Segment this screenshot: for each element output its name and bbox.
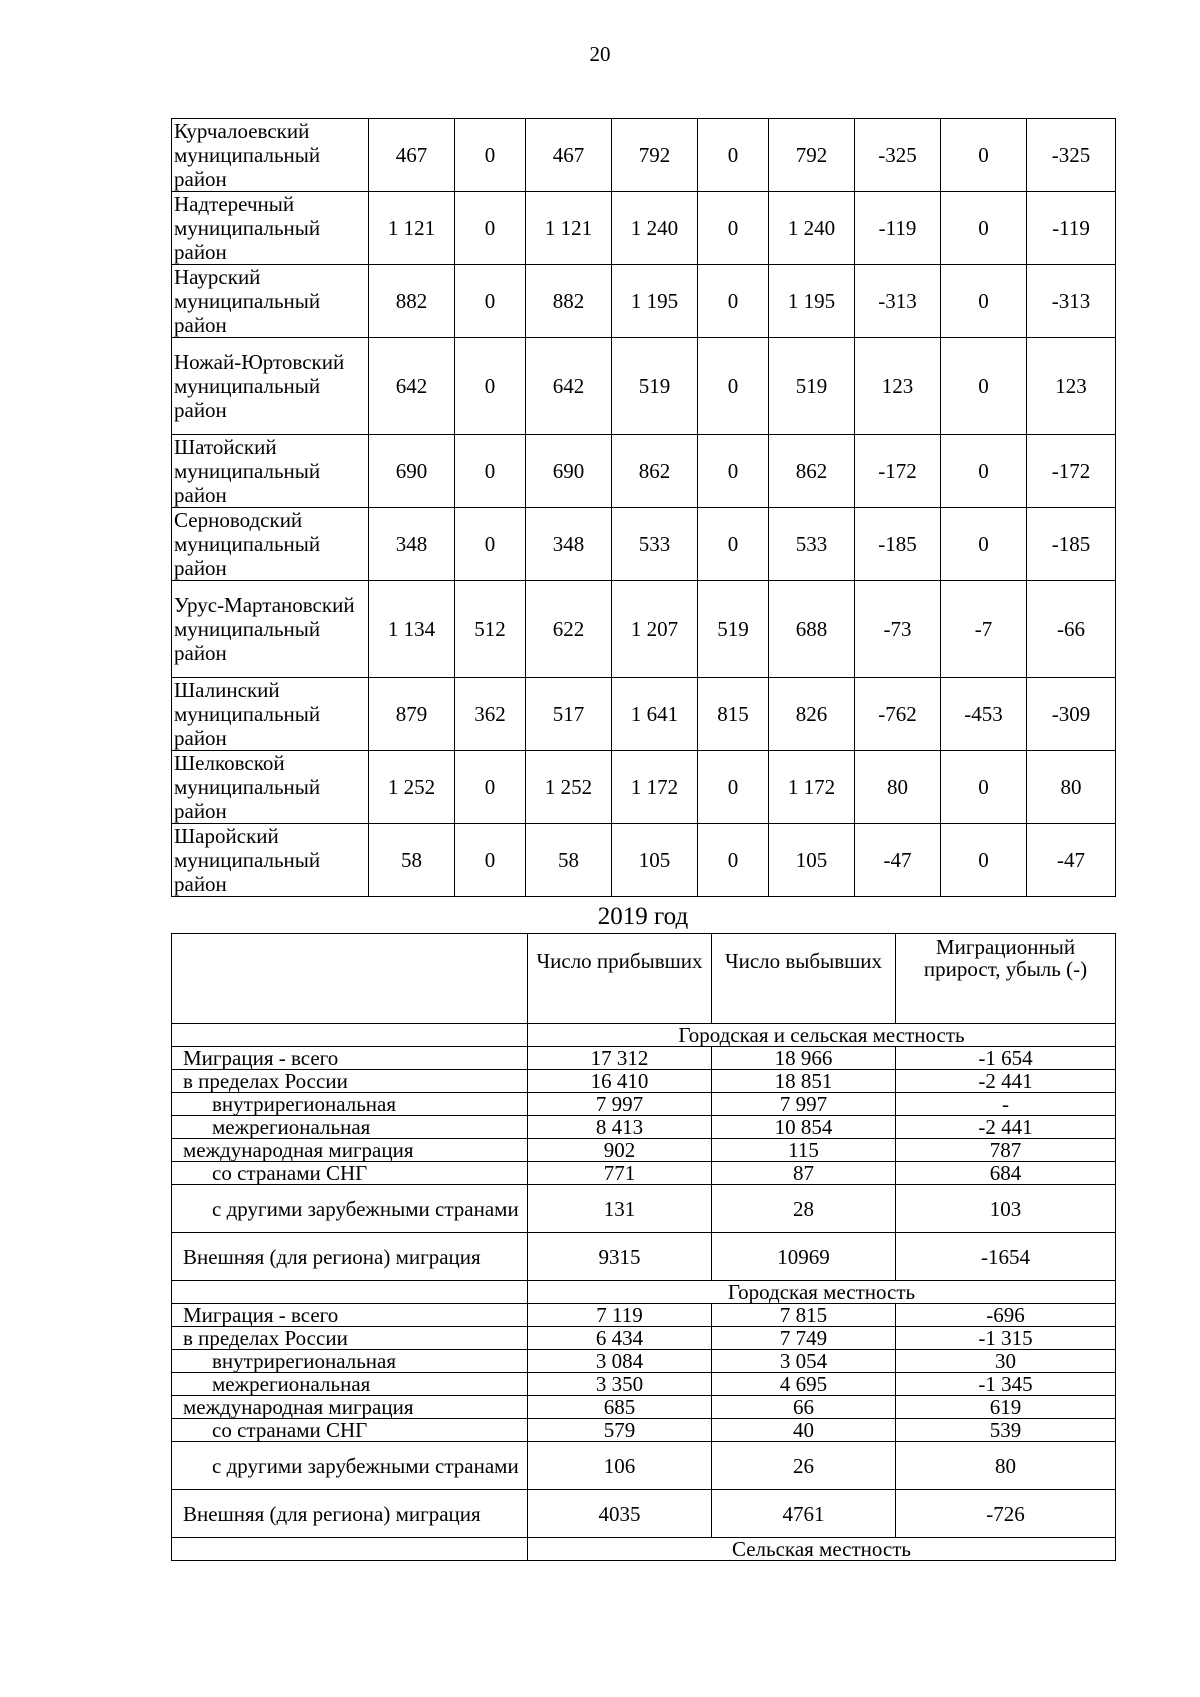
district-value: 0 — [455, 119, 526, 192]
migration-row-value: 26 — [712, 1442, 896, 1490]
district-value: 690 — [526, 435, 612, 508]
migration-row — [172, 1162, 1116, 1185]
migration-row-value: 103 — [896, 1185, 1116, 1233]
district-value: 58 — [369, 824, 455, 897]
section-empty-cell — [172, 1281, 528, 1304]
district-value: -119 — [855, 192, 941, 265]
migration-row-value: 16 410 — [528, 1070, 712, 1093]
migration-row-value: 17 312 — [528, 1047, 712, 1070]
district-value: 533 — [612, 508, 698, 581]
district-value: 622 — [526, 581, 612, 678]
district-value: 348 — [526, 508, 612, 581]
district-value: 105 — [769, 824, 855, 897]
migration-row-label: в пределах России — [172, 1327, 528, 1350]
migration-row-value: 18 851 — [712, 1070, 896, 1093]
district-value: 815 — [698, 678, 769, 751]
migration-row-value: 771 — [528, 1162, 712, 1185]
migration-row-value: 4 695 — [712, 1373, 896, 1396]
district-name: Шатойский муниципальный район — [172, 435, 369, 508]
migration-row-value: 539 — [896, 1419, 1116, 1442]
migration-row — [172, 1093, 1116, 1116]
district-value: 0 — [698, 192, 769, 265]
migration-row-value: 7 997 — [528, 1093, 712, 1116]
migration-row — [172, 1490, 1116, 1538]
migration-row — [172, 1373, 1116, 1396]
section-row — [172, 1538, 1116, 1561]
district-value: 1 121 — [369, 192, 455, 265]
district-value: 123 — [855, 338, 941, 435]
district-value: 0 — [698, 824, 769, 897]
district-name: Наурский муниципальный район — [172, 265, 369, 338]
district-migration-table — [171, 118, 1116, 897]
migration-row-label: внутрирегиональная — [172, 1350, 528, 1373]
migration-row-value: 7 997 — [712, 1093, 896, 1116]
district-value: 519 — [769, 338, 855, 435]
district-value: 0 — [941, 751, 1027, 824]
district-name: Ножай-Юртовский муниципальный район — [172, 338, 369, 435]
section-empty-cell — [172, 1024, 528, 1047]
district-value: 1 134 — [369, 581, 455, 678]
migration-row-label: межрегиональная — [172, 1116, 528, 1139]
header-departures: Число выбывших — [712, 934, 896, 1024]
migration-row-label: межрегиональная — [172, 1373, 528, 1396]
district-value: 1 172 — [612, 751, 698, 824]
district-value: -325 — [1027, 119, 1116, 192]
district-row — [172, 824, 1116, 897]
district-value: 0 — [941, 435, 1027, 508]
district-value: 0 — [698, 435, 769, 508]
district-row — [172, 508, 1116, 581]
district-value: 688 — [769, 581, 855, 678]
district-value: 0 — [941, 192, 1027, 265]
migration-row-value: 80 — [896, 1442, 1116, 1490]
district-value: 0 — [455, 435, 526, 508]
migration-row-label: Миграция - всего — [172, 1047, 528, 1070]
district-value: 0 — [698, 338, 769, 435]
migration-row — [172, 1047, 1116, 1070]
migration-row — [172, 1442, 1116, 1490]
migration-row-value: 10969 — [712, 1233, 896, 1281]
district-value: -185 — [855, 508, 941, 581]
district-value: 0 — [698, 119, 769, 192]
section-row — [172, 1281, 1116, 1304]
migration-row-value: 902 — [528, 1139, 712, 1162]
migration-row-value: -1 315 — [896, 1327, 1116, 1350]
district-value: 519 — [612, 338, 698, 435]
district-value: 690 — [369, 435, 455, 508]
migration-row-label: с другими зарубежными странами — [172, 1185, 528, 1233]
district-value: -185 — [1027, 508, 1116, 581]
district-value: -7 — [941, 581, 1027, 678]
migration-row — [172, 1327, 1116, 1350]
migration-row — [172, 1396, 1116, 1419]
district-row — [172, 678, 1116, 751]
migration-row-label: Внешняя (для региона) миграция — [172, 1490, 528, 1538]
migration-row — [172, 1350, 1116, 1373]
district-value: 0 — [698, 751, 769, 824]
migration-row-value: 115 — [712, 1139, 896, 1162]
district-row — [172, 119, 1116, 192]
migration-row-value: -1 345 — [896, 1373, 1116, 1396]
migration-row-value: 28 — [712, 1185, 896, 1233]
migration-row-value: -726 — [896, 1490, 1116, 1538]
district-row — [172, 581, 1116, 678]
district-value: 0 — [941, 508, 1027, 581]
migration-row-value: 7 119 — [528, 1304, 712, 1327]
section-title: Городская местность — [528, 1281, 1116, 1304]
migration-row — [172, 1185, 1116, 1233]
migration-row-value: 8 413 — [528, 1116, 712, 1139]
section-title: Городская и сельская местность — [528, 1024, 1116, 1047]
district-value: -762 — [855, 678, 941, 751]
migration-row-value: 685 — [528, 1396, 712, 1419]
migration-row-value: 30 — [896, 1350, 1116, 1373]
migration-row — [172, 1419, 1116, 1442]
header-row — [172, 934, 1116, 1024]
district-value: -453 — [941, 678, 1027, 751]
district-value: -73 — [855, 581, 941, 678]
migration-row-label: со странами СНГ — [172, 1419, 528, 1442]
migration-row-value: 3 054 — [712, 1350, 896, 1373]
district-value: 862 — [769, 435, 855, 508]
district-value: -313 — [1027, 265, 1116, 338]
district-row — [172, 751, 1116, 824]
district-value: -47 — [1027, 824, 1116, 897]
district-value: 0 — [941, 119, 1027, 192]
district-value: 348 — [369, 508, 455, 581]
header-empty-cell — [172, 934, 528, 1024]
district-value: 792 — [769, 119, 855, 192]
district-value: 879 — [369, 678, 455, 751]
district-value: 1 172 — [769, 751, 855, 824]
district-value: 642 — [526, 338, 612, 435]
migration-row-value: -696 — [896, 1304, 1116, 1327]
district-name: Урус-Мартановский муниципальный район — [172, 581, 369, 678]
district-value: 0 — [455, 508, 526, 581]
year-title: 2019 год — [597, 903, 689, 930]
district-value: 0 — [941, 265, 1027, 338]
migration-row-value: 4761 — [712, 1490, 896, 1538]
section-title: Сельская местность — [528, 1538, 1116, 1561]
page-number: 20 — [589, 42, 611, 66]
migration-row-value: 7 749 — [712, 1327, 896, 1350]
section-empty-cell — [172, 1538, 528, 1561]
district-name: Надтеречный муниципальный район — [172, 192, 369, 265]
district-value: -172 — [1027, 435, 1116, 508]
district-value: 467 — [526, 119, 612, 192]
district-value: 0 — [941, 824, 1027, 897]
district-value: -119 — [1027, 192, 1116, 265]
district-value: 58 — [526, 824, 612, 897]
section-row — [172, 1024, 1116, 1047]
migration-row-value: -1654 — [896, 1233, 1116, 1281]
migration-row-label: в пределах России — [172, 1070, 528, 1093]
district-value: 0 — [698, 265, 769, 338]
migration-row-value: 9315 — [528, 1233, 712, 1281]
district-row — [172, 435, 1116, 508]
district-row — [172, 265, 1116, 338]
migration-row-value: 7 815 — [712, 1304, 896, 1327]
district-value: -172 — [855, 435, 941, 508]
migration-row-value: 4035 — [528, 1490, 712, 1538]
district-value: 0 — [455, 338, 526, 435]
district-row — [172, 338, 1116, 435]
district-name: Курчалоевский муниципальный район — [172, 119, 369, 192]
district-value: -325 — [855, 119, 941, 192]
migration-row — [172, 1139, 1116, 1162]
district-name: Шаройский муниципальный район — [172, 824, 369, 897]
district-value: 642 — [369, 338, 455, 435]
migration-row-value: 787 — [896, 1139, 1116, 1162]
district-value: 862 — [612, 435, 698, 508]
migration-row-value: -2 441 — [896, 1070, 1116, 1093]
migration-row-label: международная миграция — [172, 1396, 528, 1419]
district-row — [172, 192, 1116, 265]
migration-row-value: 684 — [896, 1162, 1116, 1185]
migration-row-value: 619 — [896, 1396, 1116, 1419]
district-value: 0 — [698, 508, 769, 581]
migration-row-label: со странами СНГ — [172, 1162, 528, 1185]
district-value: 1 240 — [612, 192, 698, 265]
migration-row — [172, 1070, 1116, 1093]
district-value: 0 — [455, 192, 526, 265]
district-value: -47 — [855, 824, 941, 897]
district-value: -66 — [1027, 581, 1116, 678]
district-name: Серноводский муниципальный район — [172, 508, 369, 581]
migration-row — [172, 1233, 1116, 1281]
migration-row-value: 106 — [528, 1442, 712, 1490]
district-value: 80 — [1027, 751, 1116, 824]
district-value: 362 — [455, 678, 526, 751]
migration-row-value: -2 441 — [896, 1116, 1116, 1139]
district-value: -313 — [855, 265, 941, 338]
migration-row-value: 10 854 — [712, 1116, 896, 1139]
migration-row-label: Миграция - всего — [172, 1304, 528, 1327]
district-value: 826 — [769, 678, 855, 751]
migration-row-value: -1 654 — [896, 1047, 1116, 1070]
district-value: 1 240 — [769, 192, 855, 265]
migration-row-value: 3 084 — [528, 1350, 712, 1373]
migration-row-label: с другими зарубежными странами — [172, 1442, 528, 1490]
migration-row — [172, 1304, 1116, 1327]
district-value: 1 252 — [526, 751, 612, 824]
migration-row-value: - — [896, 1093, 1116, 1116]
district-value: 80 — [855, 751, 941, 824]
migration-row-value: 6 434 — [528, 1327, 712, 1350]
migration-row-value: 3 350 — [528, 1373, 712, 1396]
district-value: 533 — [769, 508, 855, 581]
migration-row-label: Внешняя (для региона) миграция — [172, 1233, 528, 1281]
header-net-migration: Миграционный прирост, убыль (-) — [896, 934, 1116, 1024]
district-value: 792 — [612, 119, 698, 192]
migration-row-value: 87 — [712, 1162, 896, 1185]
header-arrivals: Число прибывших — [528, 934, 712, 1024]
district-value: 1 195 — [769, 265, 855, 338]
migration-row-label: внутрирегиональная — [172, 1093, 528, 1116]
migration-row — [172, 1116, 1116, 1139]
migration-row-label: международная миграция — [172, 1139, 528, 1162]
district-value: 512 — [455, 581, 526, 678]
district-name: Шелковской муниципальный район — [172, 751, 369, 824]
district-value: -309 — [1027, 678, 1116, 751]
district-value: 1 121 — [526, 192, 612, 265]
district-value: 123 — [1027, 338, 1116, 435]
district-value: 882 — [526, 265, 612, 338]
district-value: 882 — [369, 265, 455, 338]
district-value: 1 252 — [369, 751, 455, 824]
district-value: 467 — [369, 119, 455, 192]
district-value: 105 — [612, 824, 698, 897]
migration-row-value: 40 — [712, 1419, 896, 1442]
migration-summary-table — [171, 933, 1116, 1561]
district-value: 1 207 — [612, 581, 698, 678]
migration-row-value: 66 — [712, 1396, 896, 1419]
district-value: 519 — [698, 581, 769, 678]
district-value: 517 — [526, 678, 612, 751]
migration-row-value: 18 966 — [712, 1047, 896, 1070]
migration-row-value: 579 — [528, 1419, 712, 1442]
district-value: 0 — [455, 265, 526, 338]
district-value: 1 195 — [612, 265, 698, 338]
migration-row-value: 131 — [528, 1185, 712, 1233]
district-value: 0 — [941, 338, 1027, 435]
district-value: 1 641 — [612, 678, 698, 751]
district-value: 0 — [455, 824, 526, 897]
district-name: Шалинский муниципальный район — [172, 678, 369, 751]
district-value: 0 — [455, 751, 526, 824]
